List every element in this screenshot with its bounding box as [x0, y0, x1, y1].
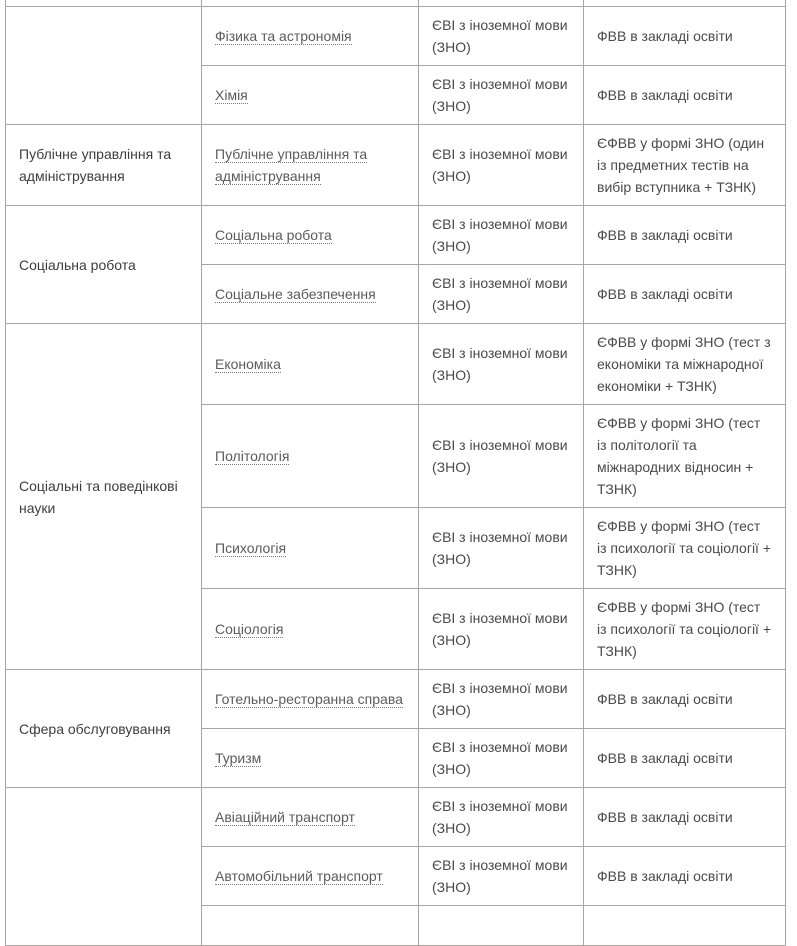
specialty-cell	[202, 847, 419, 906]
professional-exam-cell	[584, 847, 786, 906]
foreign-language-exam-text: ЄВІ з іноземної мови (ЗНО)	[432, 610, 568, 648]
foreign-language-exam-text: ЄВІ з іноземної мови (ЗНО)	[432, 216, 568, 254]
specialty-cell	[202, 125, 419, 206]
foreign-language-exam-cell	[419, 670, 584, 729]
specialty-link[interactable]: Автомобільний транспорт	[215, 868, 383, 884]
professional-exam-text: ФВВ в закладі освіти	[597, 227, 733, 243]
foreign-language-exam-text: ЄВІ з іноземної мови (ЗНО)	[432, 739, 568, 777]
foreign-language-exam-cell	[419, 7, 584, 66]
field-of-knowledge-cell	[6, 324, 202, 670]
foreign-language-exam-cell	[419, 66, 584, 125]
foreign-language-exam-text: ЄВІ з іноземної мови (ЗНО)	[432, 17, 568, 55]
admission-table	[5, 0, 786, 946]
professional-exam-cell	[584, 589, 786, 670]
specialty-link[interactable]: Соціальна робота	[215, 227, 332, 243]
specialty-link[interactable]: Політологія	[215, 448, 290, 464]
field-of-knowledge-label: Соціальні та поведінкові науки	[19, 477, 178, 516]
specialty-cell	[202, 906, 419, 946]
professional-exam-cell	[584, 206, 786, 265]
field-of-knowledge-cell	[6, 125, 202, 206]
professional-exam-text: ЄФВВ у формі ЗНО (тест з економіки та міжнародної економіки + ТЗНК)	[597, 334, 771, 394]
foreign-language-exam-cell	[419, 906, 584, 946]
professional-exam-cell	[584, 788, 786, 847]
professional-exam-cell	[584, 670, 786, 729]
professional-exam-cell	[584, 729, 786, 788]
specialty-cell	[202, 7, 419, 66]
foreign-language-exam-cell	[419, 508, 584, 589]
foreign-language-exam-cell	[419, 324, 584, 405]
specialty-cell	[202, 729, 419, 788]
foreign-language-exam-cell	[419, 206, 584, 265]
foreign-language-exam-text: ЄВІ з іноземної мови (ЗНО)	[432, 857, 568, 895]
foreign-language-exam-cell	[419, 589, 584, 670]
professional-exam-text: ЄФВВ у формі ЗНО (один із предметних тестів на вибір вступника + ТЗНК)	[597, 135, 765, 195]
specialty-cell	[202, 324, 419, 405]
professional-exam-text: ЄФВВ у формі ЗНО (тест із психології та соціології + ТЗНК)	[597, 599, 772, 659]
field-of-knowledge-label: Публічне управління та адміністрування	[19, 146, 172, 184]
foreign-language-exam-cell	[419, 847, 584, 906]
specialty-link[interactable]: Економіка	[215, 356, 281, 372]
specialty-link[interactable]: Фізика та астрономія	[215, 28, 352, 44]
table-row	[6, 788, 786, 847]
field-of-knowledge-cell	[6, 206, 202, 324]
specialty-cell	[202, 508, 419, 589]
specialty-cell	[202, 206, 419, 265]
specialty-link[interactable]: Соціальне забезпечення	[215, 286, 376, 302]
professional-exam-text: ФВВ в закладі освіти	[597, 809, 733, 825]
field-of-knowledge-cell	[6, 670, 202, 788]
table-row	[6, 206, 786, 265]
table-body	[6, 0, 786, 946]
specialty-cell	[202, 589, 419, 670]
table-row	[6, 324, 786, 405]
field-of-knowledge-label: Сфера обслуговування	[19, 720, 171, 737]
foreign-language-exam-text: ЄВІ з іноземної мови (ЗНО)	[432, 437, 568, 475]
professional-exam-cell	[584, 265, 786, 324]
foreign-language-exam-cell	[419, 729, 584, 788]
specialty-link[interactable]: Психологія	[215, 540, 287, 556]
professional-exam-text: ФВВ в закладі освіти	[597, 87, 733, 103]
foreign-language-exam-text: ЄВІ з іноземної мови (ЗНО)	[432, 345, 568, 383]
foreign-language-exam-text: ЄВІ з іноземної мови (ЗНО)	[432, 275, 568, 313]
foreign-language-exam-text: ЄВІ з іноземної мови (ЗНО)	[432, 146, 568, 184]
specialty-link[interactable]: Хімія	[215, 87, 248, 103]
professional-exam-cell	[584, 125, 786, 206]
foreign-language-exam-cell	[419, 265, 584, 324]
specialty-link[interactable]: Авіаційний транспорт	[215, 809, 355, 825]
specialty-link[interactable]: Публічне управління та адміністрування	[215, 146, 368, 184]
professional-exam-text: ФВВ в закладі освіти	[597, 691, 733, 707]
table-row	[6, 7, 786, 66]
specialty-cell	[202, 405, 419, 508]
professional-exam-text: ЄФВВ у формі ЗНО (тест із психології та соціології + ТЗНК)	[597, 518, 772, 578]
foreign-language-exam-cell	[419, 788, 584, 847]
foreign-language-exam-text: ЄВІ з іноземної мови (ЗНО)	[432, 680, 568, 718]
foreign-language-exam-cell	[419, 405, 584, 508]
specialty-cell	[202, 66, 419, 125]
professional-exam-text: ФВВ в закладі освіти	[597, 750, 733, 766]
professional-exam-text: ЄФВВ у формі ЗНО (тест із політології та міжнародних відносин + ТЗНК)	[597, 415, 761, 497]
professional-exam-text: ФВВ в закладі освіти	[597, 286, 733, 302]
foreign-language-exam-text: ЄВІ з іноземної мови (ЗНО)	[432, 798, 568, 836]
professional-exam-text: ФВВ в закладі освіти	[597, 868, 733, 884]
specialty-link[interactable]: Соціологія	[215, 621, 284, 637]
specialty-cell	[202, 788, 419, 847]
field-of-knowledge-cell	[6, 7, 202, 125]
foreign-language-exam-text: ЄВІ з іноземної мови (ЗНО)	[432, 76, 568, 114]
specialty-link[interactable]: Туризм	[215, 750, 262, 766]
specialty-cell	[202, 265, 419, 324]
table-wrapper	[5, 0, 786, 946]
foreign-language-exam-text: ЄВІ з іноземної мови (ЗНО)	[432, 529, 568, 567]
table-row	[6, 670, 786, 729]
field-of-knowledge-cell	[6, 788, 202, 946]
professional-exam-cell	[584, 405, 786, 508]
table-row	[6, 125, 786, 206]
specialty-link[interactable]: Готельно-ресторанна справа	[215, 691, 403, 707]
professional-exam-cell	[584, 508, 786, 589]
professional-exam-text: ФВВ в закладі освіти	[597, 28, 733, 44]
foreign-language-exam-cell	[419, 125, 584, 206]
professional-exam-cell	[584, 906, 786, 946]
field-of-knowledge-label: Соціальна робота	[19, 256, 136, 273]
professional-exam-cell	[584, 324, 786, 405]
professional-exam-cell	[584, 66, 786, 125]
specialty-cell	[202, 670, 419, 729]
professional-exam-cell	[584, 7, 786, 66]
